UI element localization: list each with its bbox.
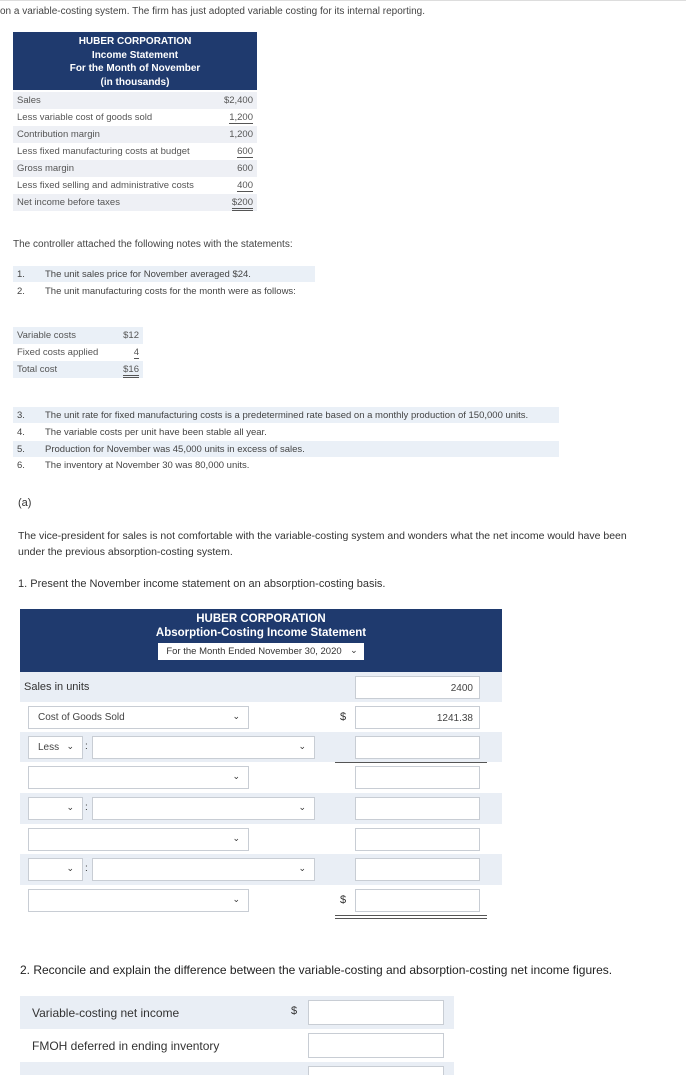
less-select[interactable]: Less ⌄ [28,736,83,759]
statement-row: Sales $2,400 [13,92,257,109]
dollar-sign: $ [340,894,347,906]
variable-costing-net-income-input[interactable] [308,1000,444,1025]
statement-row: Less variable cost of goods sold 1,200 [17,112,253,123]
statement-row: Gross margin 600 [13,160,257,177]
statement-row: Less fixed manufacturing costs at budget 600 [17,146,253,157]
chevron-down-icon: ⌄ [298,741,306,751]
chevron-down-icon: ⌄ [298,863,306,873]
double-underline-bottom [335,918,487,919]
amount-input[interactable] [355,858,480,881]
dollar-sign: $ [340,711,347,723]
operator-select[interactable] [28,797,83,820]
note-row: 6. The inventory at November 30 was 80,000 units. [17,460,250,471]
statement-header [13,32,257,90]
cogs-select[interactable]: Cost of Goods Sold ⌄ [28,706,249,729]
question-1: 1. Present the November income statement on an absorption-costing basis. [18,578,386,590]
variable-costing-net-income-label: Variable-costing net income [32,1006,180,1020]
abs-title: Absorption-Costing Income Statement [155,627,367,639]
chevron-down-icon: ⌄ [66,863,74,873]
chevron-down-icon: ⌄ [232,833,240,843]
operator-select[interactable] [28,858,83,881]
unit-cost-row: Variable costs $12 [13,327,143,344]
abs-company: HUBER CORPORATION [196,613,326,625]
controller-text: The controller attached the following notes with the statements: [13,239,293,250]
chevron-down-icon: ⌄ [298,802,306,812]
net-income-input[interactable] [355,889,480,912]
part-label: (a) [18,497,32,509]
period-select-value: For the Month Ended November 30, 2020 [166,646,342,657]
colon: : [85,863,88,874]
question-2: 2. Reconcile and explain the difference between the variable-costing and absorption-costing net income figures. [20,963,613,977]
item-select[interactable] [92,736,315,759]
chevron-down-icon: ⌄ [350,645,358,655]
chevron-down-icon: ⌄ [232,711,240,721]
sales-units-input[interactable]: 2400 [355,676,480,699]
unit-cost-row: Fixed costs applied 4 [17,347,139,358]
statement-unit: (in thousands) [100,76,170,88]
chevron-down-icon: ⌄ [232,771,240,781]
colon: : [85,802,88,813]
sales-in-units-label: Sales in units [24,681,90,693]
statement-company: HUBER CORPORATION [78,36,192,47]
chevron-down-icon: ⌄ [66,802,74,812]
statement-row: Less fixed selling and administrative costs 400 [17,180,253,191]
fmoh-deferred-input[interactable] [308,1033,444,1058]
statement-row: Contribution margin 1,200 [13,126,257,143]
vp-text-line-1: The vice-president for sales is not comfortable with the variable-costing system and wonders what the net income would have been [18,530,627,542]
amount-input[interactable] [355,736,480,759]
item-select[interactable] [92,797,315,820]
statement-title: Income Statement [91,49,179,61]
note-row: 5. Production for November was 45,000 units in excess of sales. [13,441,559,457]
item-select[interactable] [92,858,315,881]
colon: : [85,741,88,752]
abs-statement-header [20,609,502,672]
statement-row: Net income before taxes $200 [13,194,257,211]
note-row: 2. The unit manufacturing costs for the month were as follows: [17,286,296,297]
cogs-amount-input[interactable]: 1241.38 [355,706,480,729]
net-income-select[interactable] [28,889,249,912]
period-select[interactable] [158,643,363,660]
amount-input[interactable] [355,766,480,789]
note-row: 3. The unit rate for fixed manufacturing costs is a predetermined rate based on a monthly production of 150,000 units. [13,407,559,423]
chevron-down-icon: ⌄ [66,741,74,751]
vp-text-line-2: under the previous absorption-costing system. [18,546,233,558]
note-row: 4. The variable costs per unit have been stable all year. [17,427,267,438]
amount-input[interactable] [355,797,480,820]
cropped-text-line [0,0,686,1]
double-underline-top [335,915,487,916]
note-row: 1. The unit sales price for November averaged $24. [13,266,315,282]
intro-text: on a variable-costing system. The firm has just adopted variable costing for its internal reporting. [0,6,426,17]
amount-input[interactable] [355,828,480,851]
item-select[interactable] [28,828,249,851]
item-select[interactable] [28,766,249,789]
unit-cost-row: Total cost $16 [13,361,143,378]
fmoh-deferred-label: FMOH deferred in ending inventory [32,1039,220,1053]
chevron-down-icon: ⌄ [232,894,240,904]
dollar-sign: $ [291,1005,298,1017]
amount-input[interactable] [308,1066,444,1075]
statement-period: For the Month of November [69,63,201,74]
